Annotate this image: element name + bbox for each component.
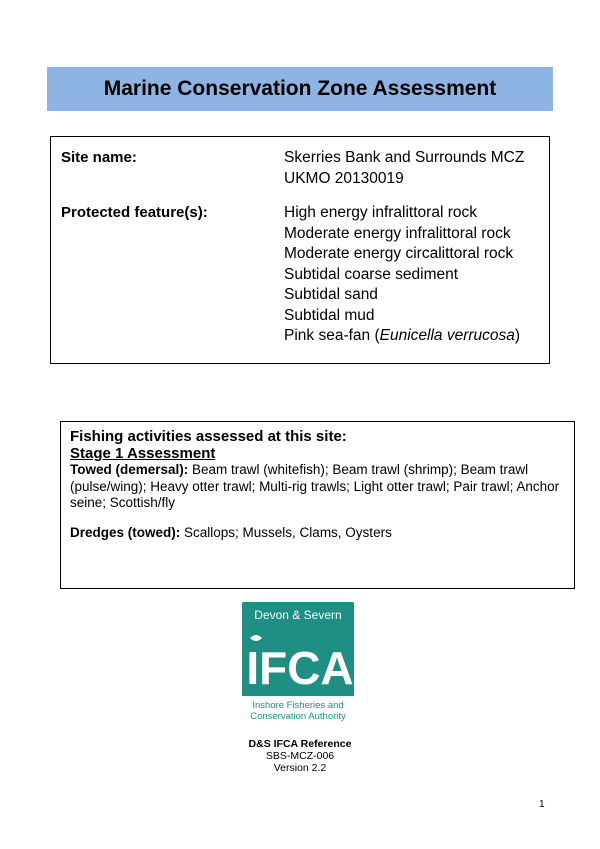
site-name-line: UKMO 20130019 (284, 169, 404, 187)
dredges-paragraph (70, 525, 566, 542)
logo-caption-line: Inshore Fisheries and (252, 700, 344, 711)
title-banner (47, 67, 553, 111)
stage-heading: Stage 1 Assessment (70, 445, 216, 462)
feature-item: Subtidal mud (284, 306, 375, 324)
feature-item (284, 326, 520, 347)
logo-mark-text: IFCA (246, 642, 354, 694)
reference-heading: D&S IFCA Reference (248, 738, 352, 750)
logo-mark-svg (242, 628, 354, 696)
feature-text: ) (514, 327, 521, 344)
document-title: Marine Conservation Zone Assessment (103, 77, 497, 100)
dredges-text: Scallops; Mussels, Clams, Oysters (180, 524, 392, 540)
dredges-label: Dredges (towed): (70, 524, 181, 540)
fishing-activities-box (60, 421, 575, 589)
towed-label: Towed (demersal): (70, 462, 189, 477)
fishing-heading: Fishing activities assessed at this site: (70, 428, 347, 445)
features-list (284, 203, 520, 347)
reference-block (200, 738, 400, 774)
features-label: Protected feature(s): (61, 204, 208, 221)
feature-text: Pink sea-fan ( (284, 327, 380, 344)
logo-mark (242, 628, 354, 696)
feature-item: High energy infralittoral rock (284, 204, 477, 221)
site-name-line: Skerries Bank and Surrounds MCZ (284, 149, 525, 166)
feature-item: Moderate energy circalittoral rock (284, 245, 514, 262)
feature-item: Subtidal sand (284, 286, 378, 303)
ifca-logo (242, 602, 354, 722)
site-name-label: Site name: (61, 149, 137, 166)
page-number: 1 (539, 799, 545, 810)
feature-item: Subtidal coarse sediment (284, 265, 459, 283)
logo-banner: Devon & Severn (242, 602, 354, 628)
reference-code: SBS-MCZ-006 (265, 750, 335, 762)
towed-text: Beam trawl (whitefish); Beam trawl (shrimp); Beam trawl (pulse/wing); Heavy otter trawl; Multi-rig trawls; Light otter trawl; Pair trawl; Anchor seine; Scottish/fly (70, 462, 560, 510)
feature-item: Moderate energy infralittoral rock (284, 224, 511, 242)
logo-caption-line: Conservation Authority (250, 711, 346, 722)
site-info-box (50, 136, 550, 364)
towed-paragraph (70, 462, 566, 512)
logo-caption (242, 700, 354, 722)
reference-version: Version 2.2 (273, 762, 327, 774)
feature-species-name: Eunicella verrucosa (379, 327, 515, 344)
site-name-value (284, 148, 524, 189)
